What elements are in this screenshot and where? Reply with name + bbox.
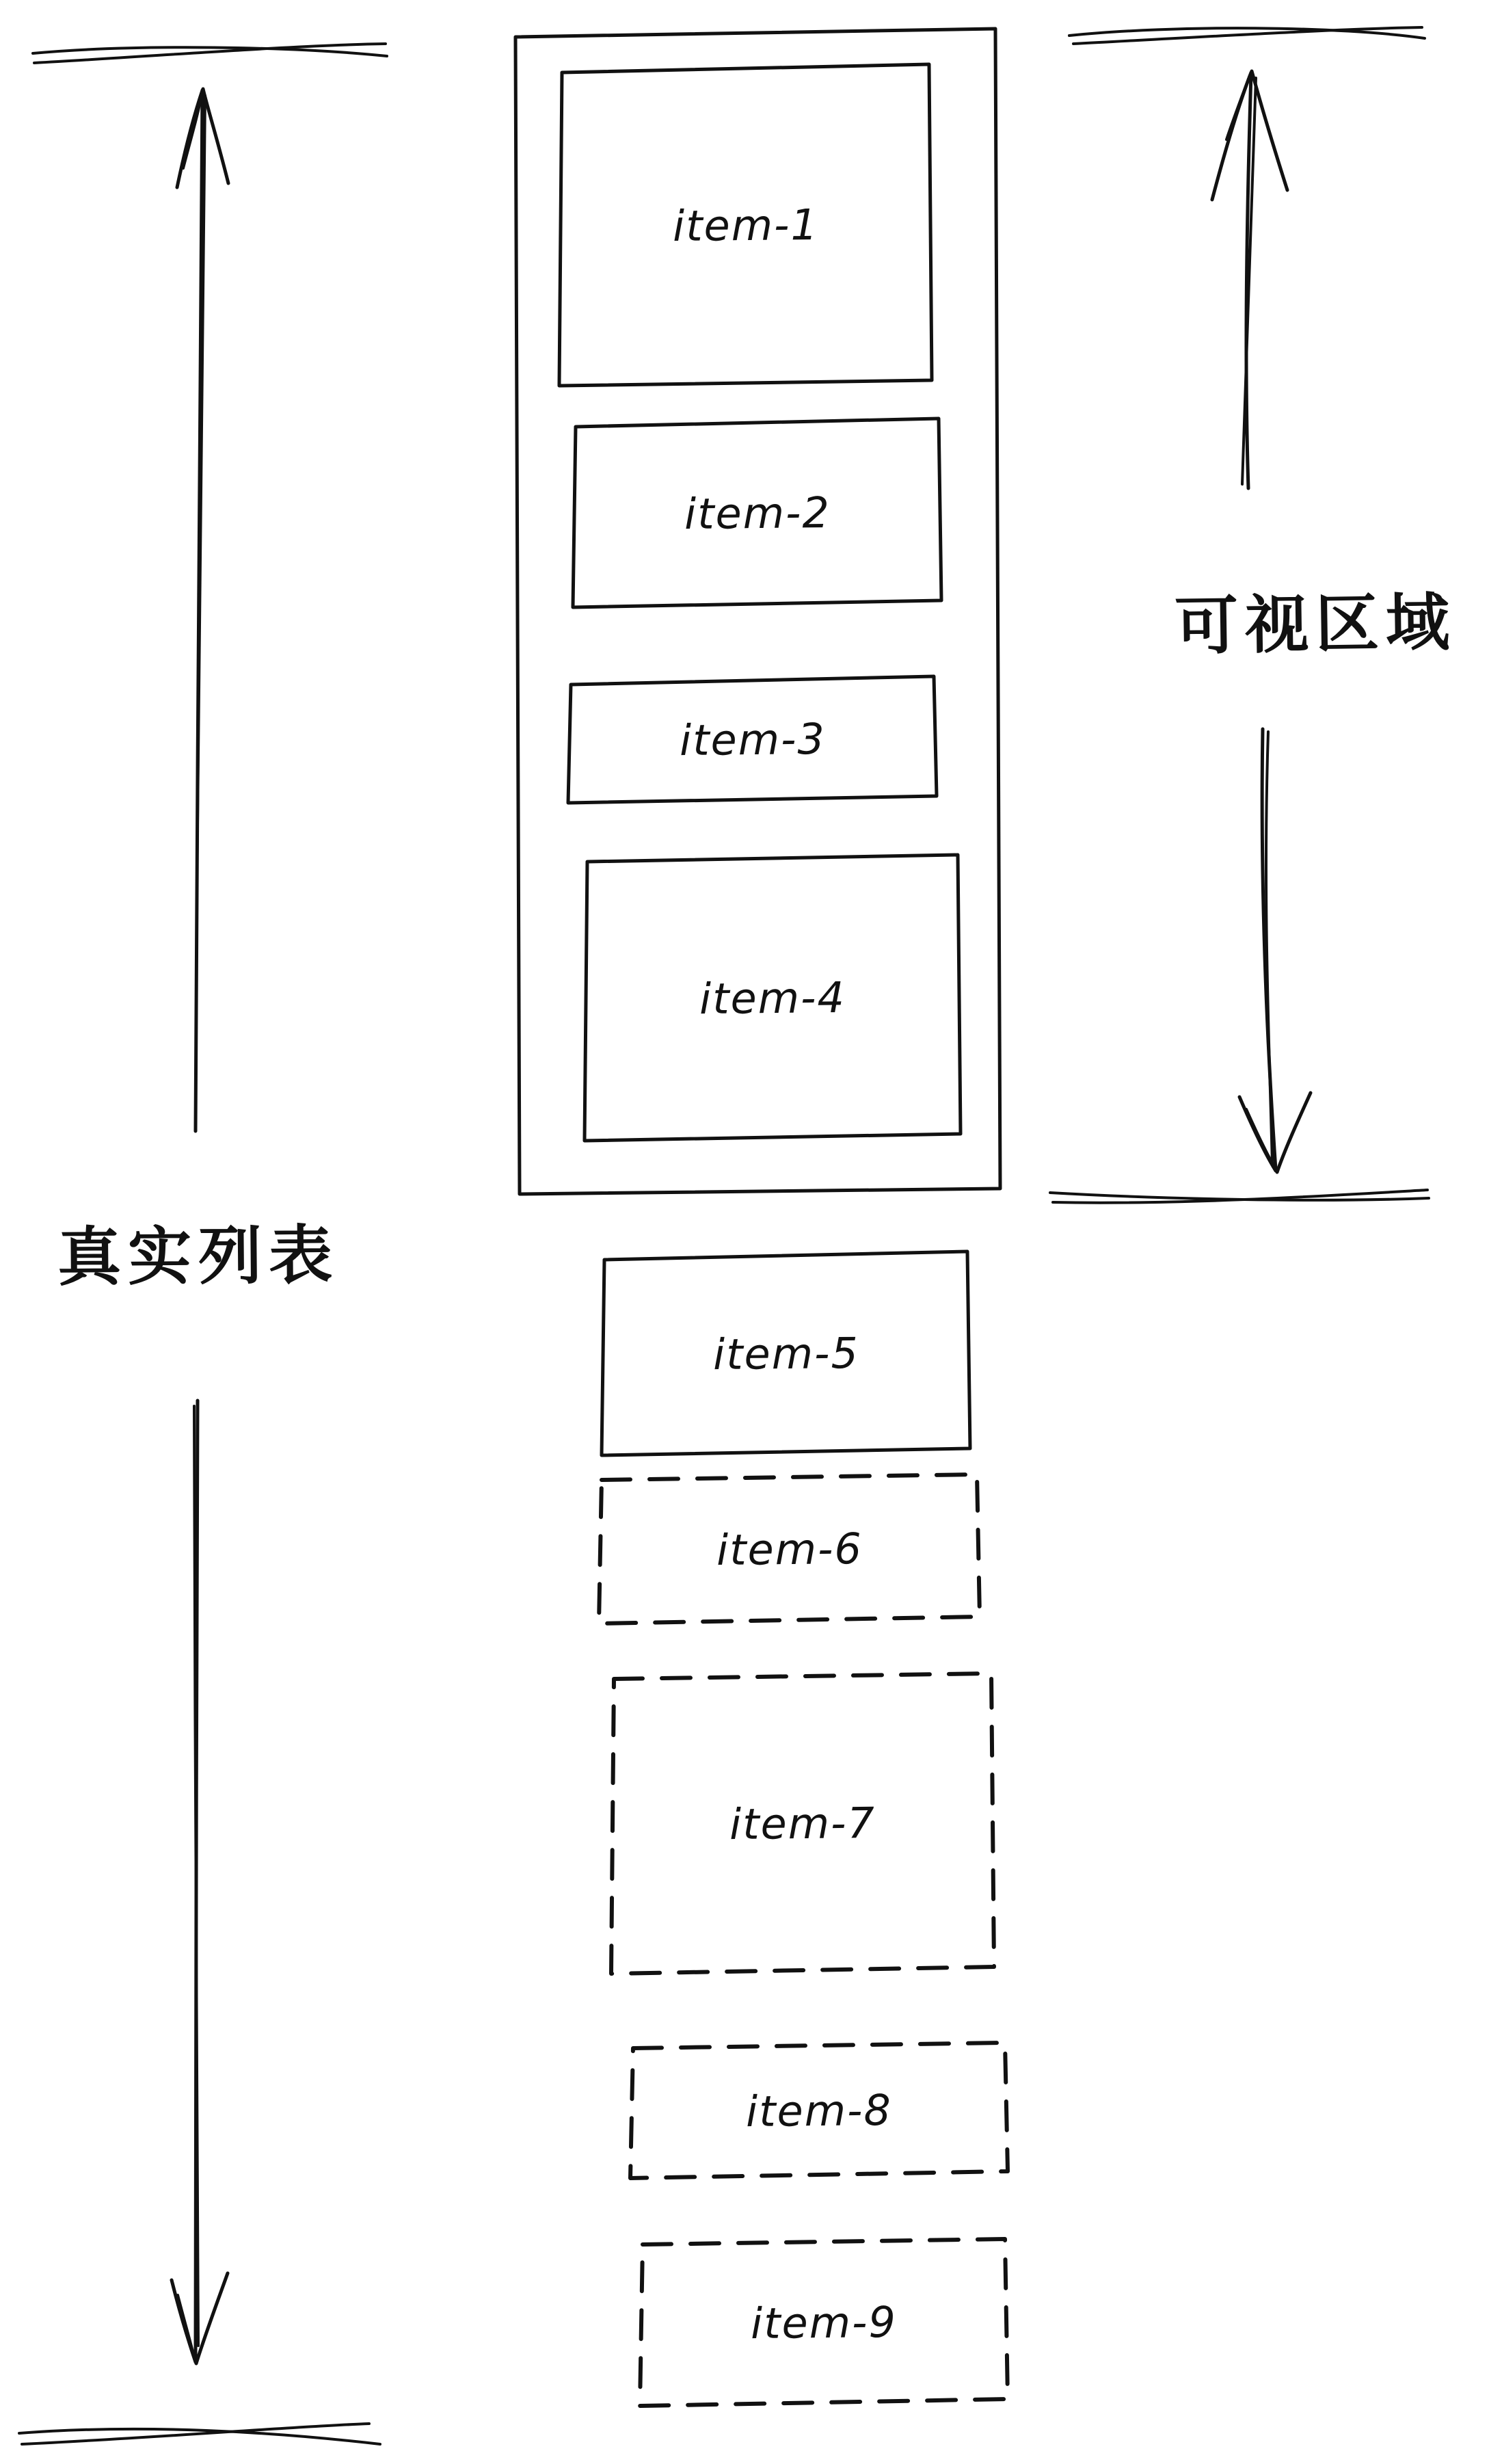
list-item-9 [640, 2239, 1008, 2406]
list-item-9-label: item-9 [750, 2296, 898, 2348]
list-item-4-label: item-4 [699, 972, 846, 1024]
list-item-3 [568, 676, 937, 803]
list-item-6-label: item-6 [716, 1523, 863, 1575]
list-item-2 [573, 419, 941, 607]
left-up-arrow-icon [177, 89, 228, 1131]
right-up-arrow-icon [1212, 71, 1287, 488]
list-item-2-label: item-2 [684, 487, 831, 539]
list-item-4 [585, 855, 961, 1141]
right-down-arrow-icon [1239, 729, 1311, 1172]
right-top-boundary-line [1069, 27, 1425, 44]
visible-area-label: 可视区域 [1174, 585, 1457, 663]
list-item-3-label: item-3 [679, 713, 826, 766]
list-item-5 [602, 1251, 970, 1455]
list-item-1 [559, 64, 932, 386]
list-item-5-label: item-5 [712, 1327, 859, 1379]
list-item-1-label: item-1 [672, 199, 819, 251]
list-item-8 [630, 2043, 1008, 2178]
real-list-label: 真实列表 [57, 1218, 340, 1295]
list-item-7 [611, 1673, 994, 1974]
right-bottom-boundary-line [1050, 1190, 1429, 1203]
left-down-arrow-icon [172, 1401, 228, 2363]
list-item-6 [599, 1474, 980, 1624]
list-item-8-label: item-8 [745, 2084, 893, 2136]
list-item-7-label: item-7 [729, 1797, 876, 1850]
left-top-boundary-line [33, 44, 387, 63]
left-bottom-boundary-line [19, 2424, 380, 2444]
